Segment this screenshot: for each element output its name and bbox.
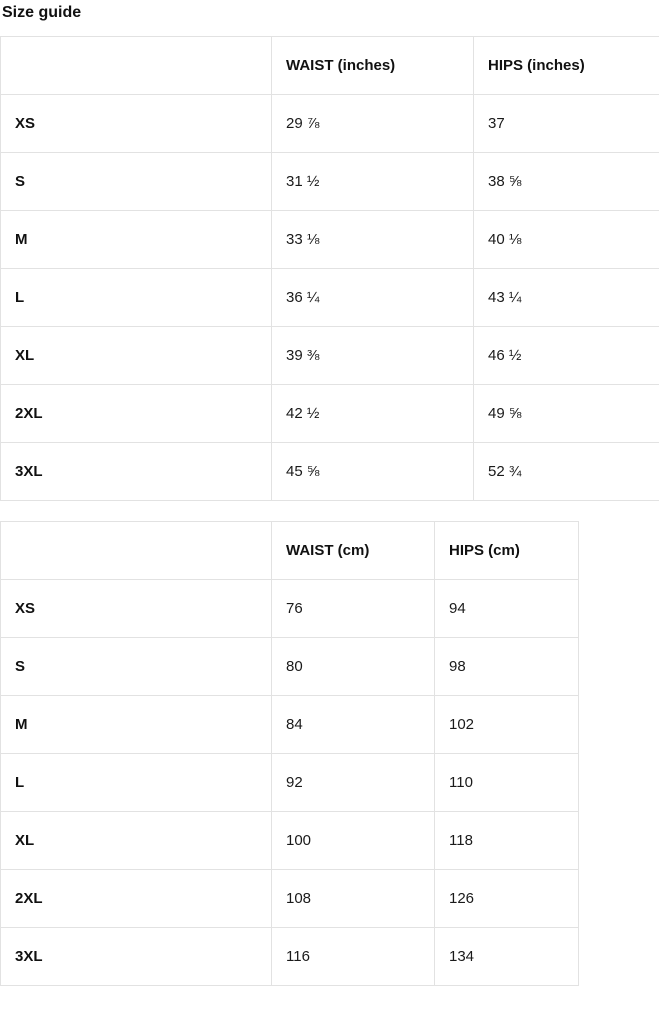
cell-waist: 76 bbox=[272, 580, 435, 638]
row-label: 2XL bbox=[1, 870, 272, 928]
cell-hips: 98 bbox=[435, 638, 579, 696]
cell-hips: 134 bbox=[435, 928, 579, 986]
cell-waist: 31 ½ bbox=[272, 153, 474, 211]
cell-waist: 39 ⅜ bbox=[272, 327, 474, 385]
table-row bbox=[1, 327, 659, 385]
cell-hips: 37 bbox=[474, 95, 659, 153]
row-label: L bbox=[1, 269, 272, 327]
cell-waist: 100 bbox=[272, 812, 435, 870]
cell-hips: 118 bbox=[435, 812, 579, 870]
row-label: XS bbox=[1, 580, 272, 638]
table-header-cm bbox=[1, 522, 579, 580]
cell-waist: 29 ⅞ bbox=[272, 95, 474, 153]
table-body-cm bbox=[1, 580, 579, 986]
row-label: XS bbox=[1, 95, 272, 153]
table-row bbox=[1, 870, 579, 928]
cell-waist: 45 ⅝ bbox=[272, 443, 474, 501]
row-label: 2XL bbox=[1, 385, 272, 443]
column-header-size bbox=[1, 37, 272, 95]
table-row bbox=[1, 638, 579, 696]
table-row bbox=[1, 443, 659, 501]
row-label: M bbox=[1, 211, 272, 269]
cell-hips: 38 ⅝ bbox=[474, 153, 659, 211]
cell-hips: 110 bbox=[435, 754, 579, 812]
table-row bbox=[1, 754, 579, 812]
row-label: XL bbox=[1, 812, 272, 870]
column-header-size bbox=[1, 522, 272, 580]
table-row bbox=[1, 153, 659, 211]
table-row bbox=[1, 928, 579, 986]
page-title: Size guide bbox=[2, 4, 82, 21]
table-row bbox=[1, 696, 579, 754]
cell-waist: 92 bbox=[272, 754, 435, 812]
row-label: S bbox=[1, 638, 272, 696]
cell-hips: 40 ⅛ bbox=[474, 211, 659, 269]
table-row bbox=[1, 580, 579, 638]
table-header-row bbox=[1, 522, 579, 580]
table-row bbox=[1, 95, 659, 153]
row-label: L bbox=[1, 754, 272, 812]
row-label: 3XL bbox=[1, 928, 272, 986]
cell-hips: 46 ½ bbox=[474, 327, 659, 385]
cell-waist: 116 bbox=[272, 928, 435, 986]
cell-waist: 36 ¼ bbox=[272, 269, 474, 327]
cell-waist: 80 bbox=[272, 638, 435, 696]
row-label: M bbox=[1, 696, 272, 754]
row-label: XL bbox=[1, 327, 272, 385]
table-spacer bbox=[0, 501, 659, 509]
cell-waist: 84 bbox=[272, 696, 435, 754]
table-body-inches bbox=[1, 95, 659, 501]
cell-hips: 49 ⅝ bbox=[474, 385, 659, 443]
column-header-waist: WAIST (cm) bbox=[272, 522, 435, 580]
column-header-waist: WAIST (inches) bbox=[272, 37, 474, 95]
table-row bbox=[1, 211, 659, 269]
column-header-hips: HIPS (cm) bbox=[435, 522, 579, 580]
size-table-inches bbox=[0, 36, 659, 501]
row-label: S bbox=[1, 153, 272, 211]
cell-waist: 42 ½ bbox=[272, 385, 474, 443]
cell-hips: 94 bbox=[435, 580, 579, 638]
table-row bbox=[1, 385, 659, 443]
cell-hips: 102 bbox=[435, 696, 579, 754]
table-row bbox=[1, 812, 579, 870]
table-header-inches bbox=[1, 37, 659, 95]
cell-waist: 33 ⅛ bbox=[272, 211, 474, 269]
table-row bbox=[1, 269, 659, 327]
size-table-cm bbox=[0, 521, 579, 986]
cell-hips: 52 ¾ bbox=[474, 443, 659, 501]
cell-hips: 126 bbox=[435, 870, 579, 928]
cell-waist: 108 bbox=[272, 870, 435, 928]
cell-hips: 43 ¼ bbox=[474, 269, 659, 327]
column-header-hips: HIPS (inches) bbox=[474, 37, 659, 95]
row-label: 3XL bbox=[1, 443, 272, 501]
table-header-row bbox=[1, 37, 659, 95]
